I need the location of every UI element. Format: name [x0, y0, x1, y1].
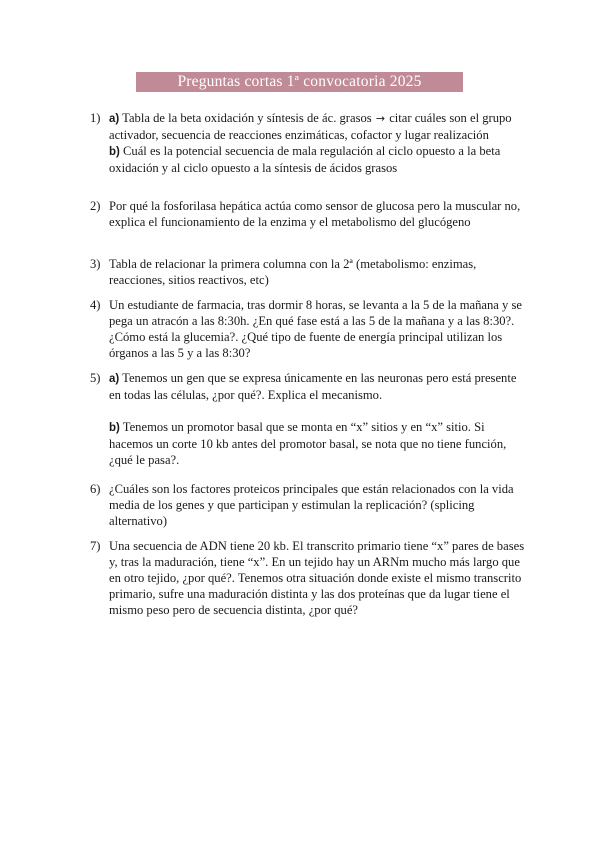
part-text: Tabla de la beta oxidación y síntesis de ác. grasos — [122, 111, 372, 125]
question-number: 5) — [90, 371, 101, 385]
question-5 — [90, 370, 530, 468]
question-number: 1) — [90, 111, 101, 125]
question-4 — [90, 297, 530, 361]
question-text: Por qué la fosforilasa hepática actúa como sensor de glucosa pero la muscular no, explica el funcionamiento de la enzima y el metabolismo del glucógeno — [109, 199, 521, 229]
part-label: b) — [109, 422, 120, 434]
question-number: 3) — [90, 257, 101, 271]
question-1 — [90, 110, 530, 176]
part-text: Tenemos un gen que se expresa únicamente en las neuronas pero está presente en todas las células, ¿por qué?. Explica el mecanismo. — [109, 371, 517, 402]
question-3 — [90, 256, 530, 288]
part-label: a) — [109, 113, 120, 125]
question-number: 4) — [90, 298, 101, 312]
question-text: Un estudiante de farmacia, tras dormir 8 horas, se levanta a la 5 de la mañana y se pega un atracón a las 8:30h. ¿En qué fase está a las 5 de la mañana y a las 8:30?. ¿Cómo está la glucemia?. ¿Qué tipo de fuente de energía principal utilizan los órganos a las 5 y a las 8:30? — [109, 298, 522, 360]
question-1-part-a — [109, 110, 530, 143]
part-text: Tenemos un promotor basal que se monta en “x” sitios y en “x” sitio. Si hacemos un corte 10 kb antes del promotor basal, se nota que no tiene función, ¿qué le pasa?. — [109, 420, 507, 467]
right-arrow-icon: → — [375, 112, 386, 125]
part-text: citar cuáles son el grupo activador, secuencia de reacciones enzimáticas, cofactor y lugar realización — [109, 111, 512, 142]
question-7 — [90, 538, 530, 618]
part-label: b) — [109, 146, 120, 158]
question-number: 7) — [90, 539, 101, 553]
question-5-part-b — [109, 419, 530, 468]
question-5-part-a — [109, 370, 530, 403]
page-title: Preguntas cortas 1ª convocatoria 2025 — [136, 72, 463, 92]
question-text: ¿Cuáles son los factores proteicos principales que están relacionados con la vida media de los genes y que participan y estimulan la replicación? (splicing alternativo) — [109, 482, 514, 528]
question-number: 2) — [90, 199, 101, 213]
question-1-part-b — [109, 143, 530, 176]
question-text: Tabla de relacionar la primera columna con la 2ª (metabolismo: enzimas, reacciones, sitios reactivos, etc) — [109, 257, 477, 287]
question-text: Una secuencia de ADN tiene 20 kb. El transcrito primario tiene “x” pares de bases y, tras la maduración, tiene “x”. En un tejido hay un ARNm mucho más largo que en otro tejido, ¿por qué?. Tenemos otra situación donde existe el mismo transcrito primario, sufre una maduración distinta y las dos proteínas que da lugar tiene el mismo peso pero de secuencia distinta, ¿por qué? — [109, 539, 525, 617]
question-6 — [90, 481, 530, 529]
question-2 — [90, 198, 530, 230]
question-number: 6) — [90, 482, 101, 496]
part-text: Cuál es la potencial secuencia de mala regulación al ciclo opuesto a la beta oxidación y al ciclo opuesto a la síntesis de ácidos grasos — [109, 144, 501, 175]
part-label: a) — [109, 373, 120, 385]
